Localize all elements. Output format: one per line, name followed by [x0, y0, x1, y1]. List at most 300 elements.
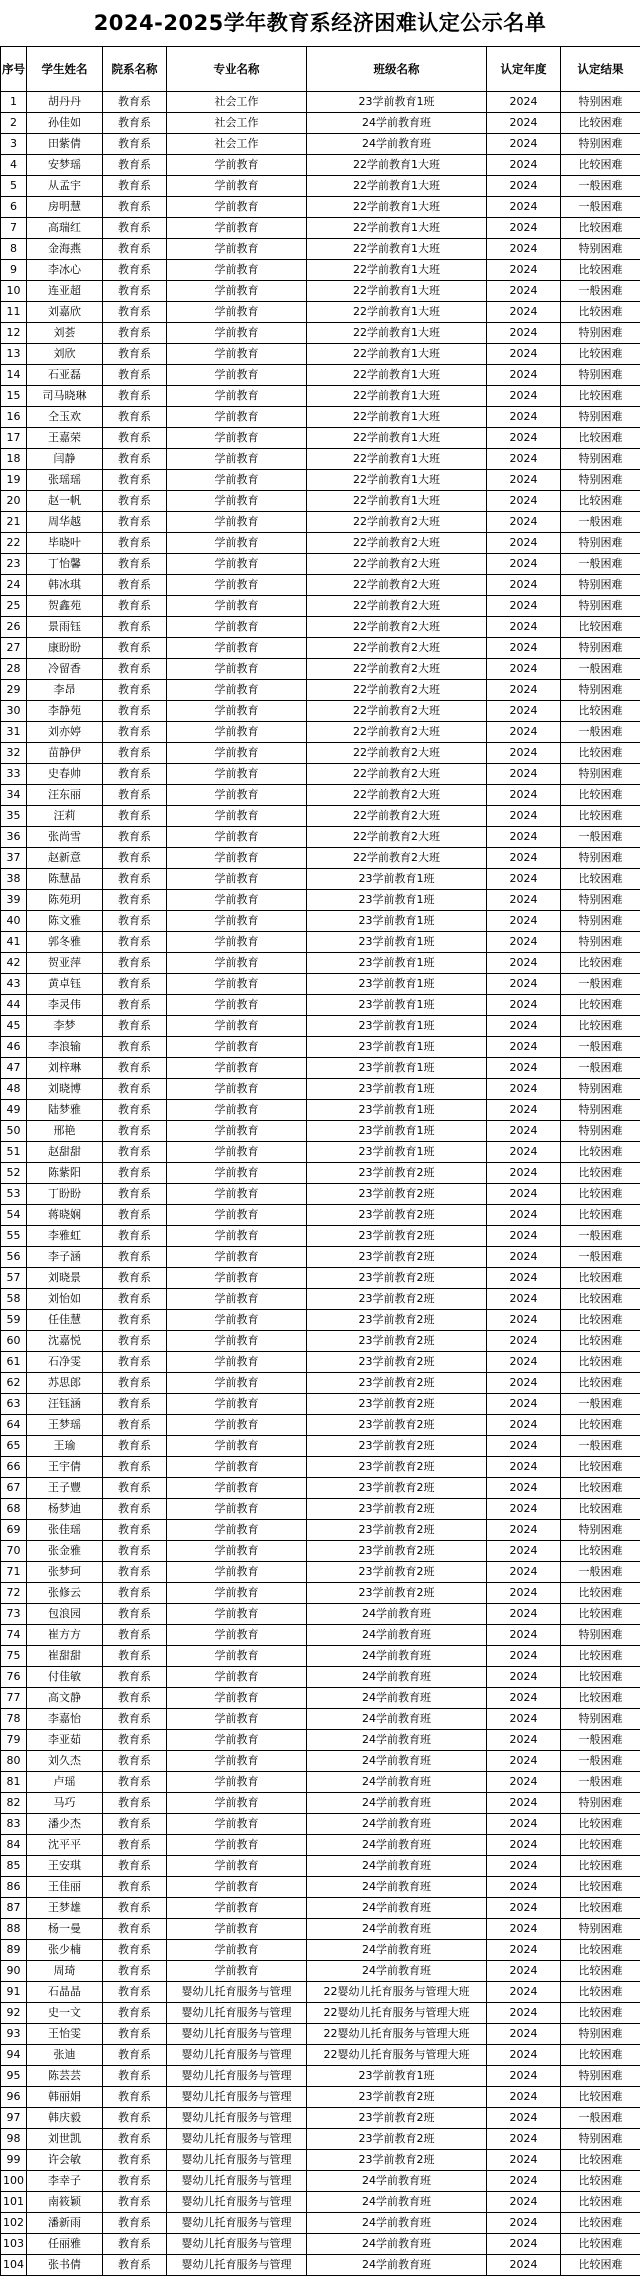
cell-class: 23学前教育1班 [307, 2066, 487, 2087]
cell-major: 学前教育 [167, 1646, 307, 1667]
cell-index: 63 [1, 1394, 27, 1415]
cell-result: 比较困难 [561, 113, 640, 134]
cell-department: 教育系 [103, 428, 167, 449]
table-row [1, 1562, 640, 1583]
cell-year: 2024 [487, 1667, 561, 1688]
cell-year: 2024 [487, 533, 561, 554]
table-row [1, 806, 640, 827]
table-row [1, 1688, 640, 1709]
cell-year: 2024 [487, 1961, 561, 1982]
table-row [1, 344, 640, 365]
cell-department: 教育系 [103, 869, 167, 890]
cell-class: 22学前教育1大班 [307, 344, 487, 365]
cell-index: 59 [1, 1310, 27, 1331]
cell-class: 23学前教育1班 [307, 995, 487, 1016]
cell-student-name: 张梦珂 [27, 1562, 103, 1583]
table-row [1, 1898, 640, 1919]
cell-student-name: 周华越 [27, 512, 103, 533]
cell-major: 学前教育 [167, 827, 307, 848]
cell-year: 2024 [487, 974, 561, 995]
cell-department: 教育系 [103, 974, 167, 995]
cell-index: 75 [1, 1646, 27, 1667]
cell-major: 学前教育 [167, 1709, 307, 1730]
cell-department: 教育系 [103, 1583, 167, 1604]
cell-department: 教育系 [103, 1709, 167, 1730]
cell-major: 学前教育 [167, 680, 307, 701]
cell-year: 2024 [487, 1709, 561, 1730]
cell-major: 学前教育 [167, 785, 307, 806]
cell-year: 2024 [487, 1352, 561, 1373]
cell-year: 2024 [487, 407, 561, 428]
table-row [1, 533, 640, 554]
cell-department: 教育系 [103, 1415, 167, 1436]
cell-index: 33 [1, 764, 27, 785]
cell-class: 22学前教育1大班 [307, 218, 487, 239]
cell-class: 23学前教育2班 [307, 1226, 487, 1247]
cell-class: 24学前教育班 [307, 1751, 487, 1772]
cell-class: 23学前教育2班 [307, 1373, 487, 1394]
cell-result: 比较困难 [561, 260, 640, 281]
cell-student-name: 崔方方 [27, 1625, 103, 1646]
cell-class: 22学前教育1大班 [307, 260, 487, 281]
cell-year: 2024 [487, 302, 561, 323]
cell-year: 2024 [487, 617, 561, 638]
cell-major: 学前教育 [167, 428, 307, 449]
cell-class: 22婴幼儿托育服务与管理大班 [307, 2045, 487, 2066]
cell-department: 教育系 [103, 1646, 167, 1667]
cell-class: 23学前教育2班 [307, 2129, 487, 2150]
cell-student-name: 刘世凯 [27, 2129, 103, 2150]
table-row [1, 2255, 640, 2276]
cell-student-name: 包浪园 [27, 1604, 103, 1625]
table-row [1, 575, 640, 596]
cell-result: 一般困难 [561, 1772, 640, 1793]
table-row [1, 1625, 640, 1646]
cell-year: 2024 [487, 1688, 561, 1709]
cell-result: 比较困难 [561, 1646, 640, 1667]
cell-department: 教育系 [103, 596, 167, 617]
cell-index: 11 [1, 302, 27, 323]
cell-department: 教育系 [103, 1352, 167, 1373]
cell-result: 特别困难 [561, 470, 640, 491]
cell-major: 学前教育 [167, 344, 307, 365]
cell-department: 教育系 [103, 806, 167, 827]
cell-class: 23学前教育2班 [307, 1457, 487, 1478]
cell-student-name: 贺鑫苑 [27, 596, 103, 617]
cell-result: 特别困难 [561, 764, 640, 785]
cell-result: 特别困难 [561, 407, 640, 428]
cell-year: 2024 [487, 911, 561, 932]
cell-class: 23学前教育1班 [307, 1100, 487, 1121]
table-row [1, 2066, 640, 2087]
cell-student-name: 李灵伟 [27, 995, 103, 1016]
cell-year: 2024 [487, 1247, 561, 1268]
cell-class: 23学前教育2班 [307, 1289, 487, 1310]
cell-major: 学前教育 [167, 1457, 307, 1478]
cell-student-name: 李浪输 [27, 1037, 103, 1058]
cell-major: 婴幼儿托育服务与管理 [167, 2087, 307, 2108]
cell-year: 2024 [487, 680, 561, 701]
cell-student-name: 马巧 [27, 1793, 103, 1814]
cell-year: 2024 [487, 1898, 561, 1919]
cell-index: 88 [1, 1919, 27, 1940]
cell-department: 教育系 [103, 1394, 167, 1415]
cell-major: 社会工作 [167, 92, 307, 113]
cell-department: 教育系 [103, 680, 167, 701]
cell-major: 学前教育 [167, 1478, 307, 1499]
table-row [1, 1835, 640, 1856]
cell-department: 教育系 [103, 1604, 167, 1625]
cell-result: 比较困难 [561, 1268, 640, 1289]
cell-student-name: 汪钰涵 [27, 1394, 103, 1415]
cell-index: 45 [1, 1016, 27, 1037]
cell-class: 22学前教育2大班 [307, 785, 487, 806]
cell-year: 2024 [487, 890, 561, 911]
cell-index: 101 [1, 2192, 27, 2213]
cell-major: 学前教育 [167, 1940, 307, 1961]
table-row [1, 1982, 640, 2003]
cell-year: 2024 [487, 365, 561, 386]
cell-year: 2024 [487, 2003, 561, 2024]
cell-major: 学前教育 [167, 365, 307, 386]
cell-department: 教育系 [103, 1268, 167, 1289]
cell-year: 2024 [487, 2045, 561, 2066]
cell-major: 婴幼儿托育服务与管理 [167, 2024, 307, 2045]
cell-student-name: 王梦瑶 [27, 1415, 103, 1436]
cell-major: 学前教育 [167, 1856, 307, 1877]
cell-class: 24学前教育班 [307, 1646, 487, 1667]
cell-department: 教育系 [103, 344, 167, 365]
cell-department: 教育系 [103, 2066, 167, 2087]
cell-major: 学前教育 [167, 1121, 307, 1142]
cell-result: 特别困难 [561, 2129, 640, 2150]
table-row [1, 2024, 640, 2045]
cell-index: 12 [1, 323, 27, 344]
cell-year: 2024 [487, 827, 561, 848]
cell-department: 教育系 [103, 1520, 167, 1541]
cell-result: 比较困难 [561, 1457, 640, 1478]
cell-major: 学前教育 [167, 722, 307, 743]
table-row [1, 1247, 640, 1268]
cell-major: 学前教育 [167, 1163, 307, 1184]
cell-year: 2024 [487, 2234, 561, 2255]
cell-index: 54 [1, 1205, 27, 1226]
table-row [1, 1289, 640, 1310]
cell-class: 24学前教育班 [307, 1919, 487, 1940]
cell-student-name: 陆梦雅 [27, 1100, 103, 1121]
cell-major: 婴幼儿托育服务与管理 [167, 2045, 307, 2066]
cell-student-name: 史春帅 [27, 764, 103, 785]
cell-result: 特别困难 [561, 575, 640, 596]
cell-class: 22学前教育1大班 [307, 239, 487, 260]
header-result: 认定结果 [561, 47, 640, 92]
cell-major: 学前教育 [167, 512, 307, 533]
cell-class: 23学前教育2班 [307, 1478, 487, 1499]
cell-department: 教育系 [103, 1541, 167, 1562]
cell-index: 69 [1, 1520, 27, 1541]
cell-year: 2024 [487, 1562, 561, 1583]
cell-result: 特别困难 [561, 1079, 640, 1100]
cell-major: 学前教育 [167, 1625, 307, 1646]
table-row [1, 1478, 640, 1499]
cell-student-name: 王怡雯 [27, 2024, 103, 2045]
table-row [1, 2234, 640, 2255]
cell-class: 22学前教育1大班 [307, 155, 487, 176]
cell-year: 2024 [487, 428, 561, 449]
cell-index: 87 [1, 1898, 27, 1919]
cell-major: 学前教育 [167, 218, 307, 239]
cell-major: 学前教育 [167, 1688, 307, 1709]
cell-department: 教育系 [103, 659, 167, 680]
cell-department: 教育系 [103, 995, 167, 1016]
table-row [1, 386, 640, 407]
table-row [1, 680, 640, 701]
cell-class: 24学前教育班 [307, 1772, 487, 1793]
table-row [1, 638, 640, 659]
cell-index: 9 [1, 260, 27, 281]
cell-result: 比较困难 [561, 953, 640, 974]
cell-student-name: 刘晓博 [27, 1079, 103, 1100]
cell-class: 23学前教育1班 [307, 1037, 487, 1058]
cell-class: 24学前教育班 [307, 1877, 487, 1898]
table-row [1, 827, 640, 848]
cell-year: 2024 [487, 1520, 561, 1541]
cell-class: 22学前教育2大班 [307, 638, 487, 659]
cell-index: 99 [1, 2150, 27, 2171]
cell-student-name: 蒋晓娴 [27, 1205, 103, 1226]
cell-department: 教育系 [103, 1373, 167, 1394]
cell-index: 73 [1, 1604, 27, 1625]
cell-class: 24学前教育班 [307, 1625, 487, 1646]
cell-major: 学前教育 [167, 1436, 307, 1457]
cell-year: 2024 [487, 1583, 561, 1604]
table-row [1, 659, 640, 680]
table-row [1, 932, 640, 953]
cell-major: 社会工作 [167, 134, 307, 155]
cell-index: 104 [1, 2255, 27, 2276]
cell-index: 70 [1, 1541, 27, 1562]
table-row [1, 1016, 640, 1037]
cell-index: 39 [1, 890, 27, 911]
cell-class: 24学前教育班 [307, 1961, 487, 1982]
cell-student-name: 杨梦迪 [27, 1499, 103, 1520]
cell-index: 37 [1, 848, 27, 869]
cell-year: 2024 [487, 1268, 561, 1289]
cell-major: 学前教育 [167, 974, 307, 995]
table-row [1, 1961, 640, 1982]
cell-student-name: 司马晓琳 [27, 386, 103, 407]
cell-result: 比较困难 [561, 806, 640, 827]
table-row [1, 1772, 640, 1793]
cell-year: 2024 [487, 1499, 561, 1520]
cell-index: 4 [1, 155, 27, 176]
cell-result: 一般困难 [561, 1247, 640, 1268]
cell-class: 22学前教育2大班 [307, 554, 487, 575]
cell-class: 24学前教育班 [307, 1667, 487, 1688]
cell-student-name: 丁怡馨 [27, 554, 103, 575]
cell-major: 学前教育 [167, 638, 307, 659]
cell-result: 特别困难 [561, 2024, 640, 2045]
table-row [1, 1352, 640, 1373]
cell-year: 2024 [487, 554, 561, 575]
cell-result: 比较困难 [561, 344, 640, 365]
table-row [1, 2003, 640, 2024]
cell-class: 23学前教育2班 [307, 1268, 487, 1289]
table-row [1, 1709, 640, 1730]
cell-result: 比较困难 [561, 1961, 640, 1982]
table-row [1, 1163, 640, 1184]
cell-year: 2024 [487, 1184, 561, 1205]
cell-department: 教育系 [103, 407, 167, 428]
header-year: 认定年度 [487, 47, 561, 92]
cell-result: 比较困难 [561, 1583, 640, 1604]
cell-index: 62 [1, 1373, 27, 1394]
table-row [1, 1268, 640, 1289]
cell-student-name: 赵新意 [27, 848, 103, 869]
cell-major: 学前教育 [167, 554, 307, 575]
cell-class: 24学前教育班 [307, 1730, 487, 1751]
cell-result: 比较困难 [561, 428, 640, 449]
cell-major: 学前教育 [167, 911, 307, 932]
cell-result: 比较困难 [561, 2255, 640, 2276]
cell-student-name: 张修云 [27, 1583, 103, 1604]
cell-major: 学前教育 [167, 386, 307, 407]
cell-department: 教育系 [103, 554, 167, 575]
cell-result: 比较困难 [561, 2213, 640, 2234]
cell-year: 2024 [487, 1919, 561, 1940]
cell-class: 22学前教育1大班 [307, 491, 487, 512]
cell-major: 学前教育 [167, 1667, 307, 1688]
cell-student-name: 杨一曼 [27, 1919, 103, 1940]
cell-index: 31 [1, 722, 27, 743]
cell-student-name: 房明慧 [27, 197, 103, 218]
cell-index: 8 [1, 239, 27, 260]
cell-result: 比较困难 [561, 1289, 640, 1310]
cell-result: 一般困难 [561, 827, 640, 848]
cell-class: 22学前教育2大班 [307, 575, 487, 596]
cell-index: 46 [1, 1037, 27, 1058]
cell-major: 学前教育 [167, 995, 307, 1016]
cell-result: 一般困难 [561, 974, 640, 995]
cell-major: 学前教育 [167, 1583, 307, 1604]
cell-department: 教育系 [103, 1688, 167, 1709]
cell-student-name: 张瑶瑶 [27, 470, 103, 491]
cell-department: 教育系 [103, 1289, 167, 1310]
cell-year: 2024 [487, 2024, 561, 2045]
cell-student-name: 王梦雄 [27, 1898, 103, 1919]
cell-department: 教育系 [103, 953, 167, 974]
cell-class: 23学前教育2班 [307, 1352, 487, 1373]
cell-department: 教育系 [103, 1856, 167, 1877]
cell-department: 教育系 [103, 1814, 167, 1835]
cell-class: 23学前教育1班 [307, 953, 487, 974]
cell-year: 2024 [487, 155, 561, 176]
cell-year: 2024 [487, 1163, 561, 1184]
cell-index: 93 [1, 2024, 27, 2045]
cell-major: 学前教育 [167, 869, 307, 890]
table-row [1, 2192, 640, 2213]
cell-index: 68 [1, 1499, 27, 1520]
cell-department: 教育系 [103, 1982, 167, 2003]
cell-year: 2024 [487, 281, 561, 302]
table-row [1, 1373, 640, 1394]
table-row [1, 890, 640, 911]
cell-student-name: 潘少杰 [27, 1814, 103, 1835]
cell-student-name: 任丽雅 [27, 2234, 103, 2255]
cell-year: 2024 [487, 1226, 561, 1247]
cell-major: 学前教育 [167, 323, 307, 344]
cell-major: 学前教育 [167, 155, 307, 176]
cell-year: 2024 [487, 785, 561, 806]
cell-year: 2024 [487, 1835, 561, 1856]
cell-department: 教育系 [103, 932, 167, 953]
cell-student-name: 景雨钰 [27, 617, 103, 638]
cell-class: 23学前教育2班 [307, 1520, 487, 1541]
cell-year: 2024 [487, 134, 561, 155]
cell-student-name: 周琦 [27, 1961, 103, 1982]
cell-major: 学前教育 [167, 470, 307, 491]
cell-result: 比较困难 [561, 1835, 640, 1856]
table-row [1, 1604, 640, 1625]
table-row [1, 1667, 640, 1688]
cell-class: 22学前教育1大班 [307, 197, 487, 218]
cell-class: 23学前教育1班 [307, 92, 487, 113]
cell-index: 15 [1, 386, 27, 407]
table-row [1, 2108, 640, 2129]
cell-class: 22学前教育1大班 [307, 407, 487, 428]
cell-major: 学前教育 [167, 659, 307, 680]
cell-result: 比较困难 [561, 785, 640, 806]
cell-class: 22学前教育1大班 [307, 365, 487, 386]
cell-department: 教育系 [103, 1919, 167, 1940]
cell-major: 学前教育 [167, 575, 307, 596]
table-row [1, 1310, 640, 1331]
table-row [1, 701, 640, 722]
cell-department: 教育系 [103, 890, 167, 911]
cell-year: 2024 [487, 1604, 561, 1625]
cell-department: 教育系 [103, 1499, 167, 1520]
table-row [1, 176, 640, 197]
header-major: 专业名称 [167, 47, 307, 92]
cell-department: 教育系 [103, 1163, 167, 1184]
cell-year: 2024 [487, 932, 561, 953]
cell-index: 14 [1, 365, 27, 386]
cell-major: 学前教育 [167, 1289, 307, 1310]
cell-major: 学前教育 [167, 1793, 307, 1814]
table-row [1, 2045, 640, 2066]
cell-major: 学前教育 [167, 1499, 307, 1520]
cell-year: 2024 [487, 764, 561, 785]
cell-result: 比较困难 [561, 1163, 640, 1184]
cell-result: 比较困难 [561, 1310, 640, 1331]
cell-student-name: 孙佳如 [27, 113, 103, 134]
cell-class: 23学前教育2班 [307, 1394, 487, 1415]
cell-index: 97 [1, 2108, 27, 2129]
cell-index: 71 [1, 1562, 27, 1583]
cell-class: 24学前教育班 [307, 1835, 487, 1856]
cell-student-name: 王瑜 [27, 1436, 103, 1457]
cell-class: 22学前教育2大班 [307, 806, 487, 827]
cell-student-name: 刘荟 [27, 323, 103, 344]
cell-student-name: 李子涵 [27, 1247, 103, 1268]
table-row [1, 1919, 640, 1940]
cell-result: 比较困难 [561, 2192, 640, 2213]
cell-result: 比较困难 [561, 218, 640, 239]
cell-result: 比较困难 [561, 1667, 640, 1688]
cell-department: 教育系 [103, 1247, 167, 1268]
cell-major: 学前教育 [167, 953, 307, 974]
cell-class: 24学前教育班 [307, 1898, 487, 1919]
